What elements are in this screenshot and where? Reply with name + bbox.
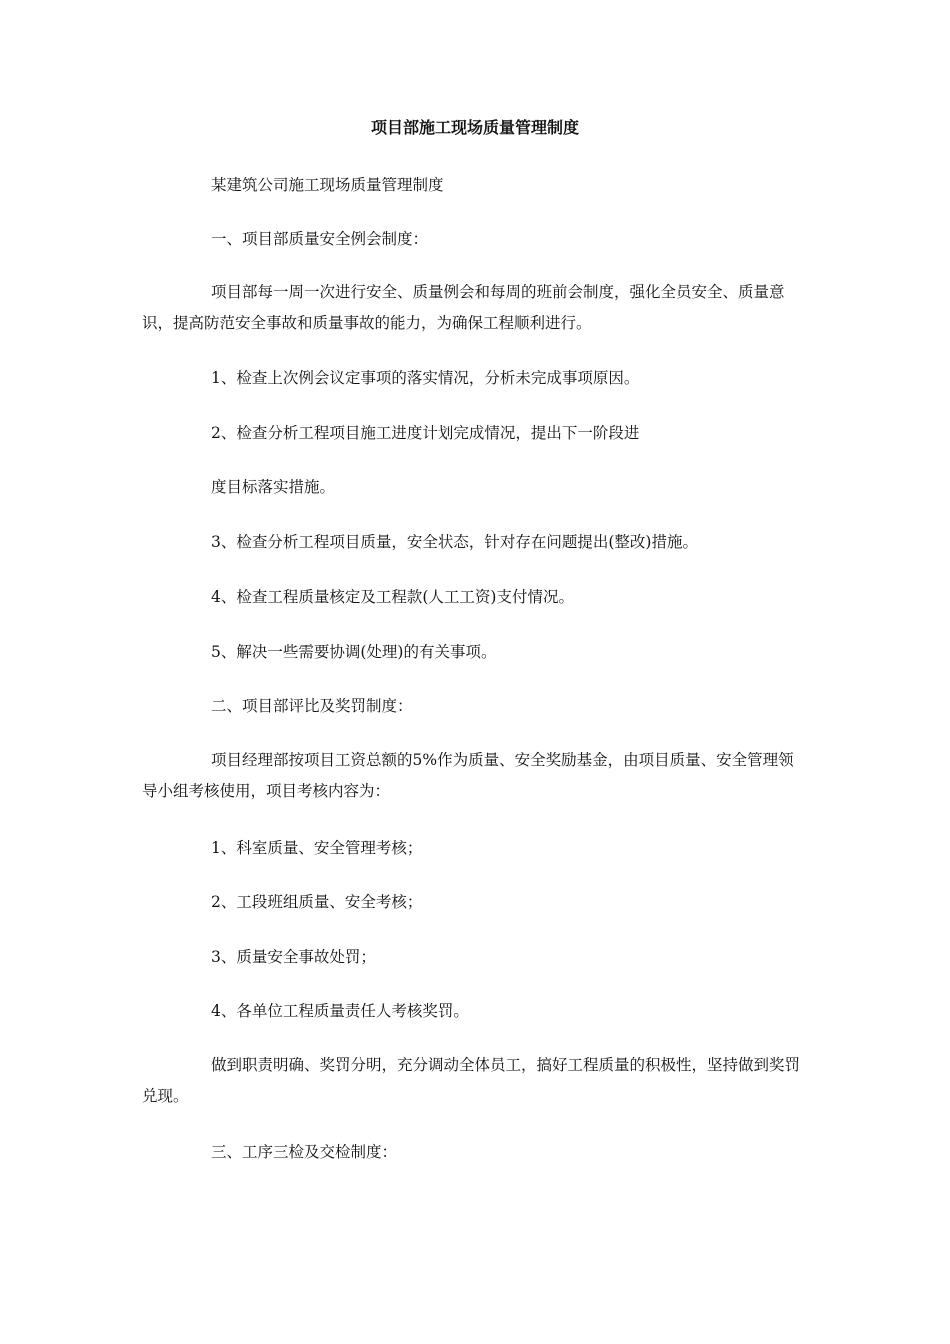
list-item-reward-1: 1、科室质量、安全管理考核； <box>211 839 423 857</box>
list-item-meeting-2: 2、检查分析工程项目施工进度计划完成情况，提出下一阶段进 <box>211 424 640 442</box>
list-item-reward-4: 4、各单位工程质量责任人考核奖罚。 <box>211 1002 469 1020</box>
list-item-reward-3: 3、质量安全事故处罚； <box>211 948 376 966</box>
list-item-reward-2: 2、工段班组质量、安全考核； <box>211 893 423 911</box>
section-heading-3: 三、工序三检及交检制度： <box>211 1143 398 1161</box>
list-item-meeting-5: 5、解决一些需要协调(处理)的有关事项。 <box>211 643 497 661</box>
list-item-meeting-1: 1、检查上次例会议定事项的落实情况，分析未完成事项原因。 <box>211 369 640 387</box>
list-item-meeting-4: 4、检查工程质量核定及工程款(人工工资)支付情况。 <box>211 588 574 606</box>
section-heading-1: 一、项目部质量安全例会制度： <box>211 230 429 248</box>
section-heading-2: 二、项目部评比及奖罚制度： <box>211 697 413 715</box>
list-item-meeting-3: 3、检查分析工程项目质量，安全状态，针对存在问题提出(整改)措施。 <box>211 533 698 551</box>
paragraph-meeting-intro: 项目部每一周一次进行安全、质量例会和每周的班前会制度，强化全员安全、质量意识，提高防范安全事故和质量事故的能力，为确保工程顺利进行。 <box>142 283 785 332</box>
paragraph-company-heading: 某建筑公司施工现场质量管理制度 <box>211 176 444 194</box>
paragraph-reward-summary: 做到职责明确、奖罚分明，充分调动全体员工，搞好工程质量的积极性，坚持做到奖罚兑现。 <box>142 1056 801 1105</box>
list-item-meeting-2-continued: 度目标落实措施。 <box>211 478 336 496</box>
paragraph-reward-intro: 项目经理部按项目工资总额的5%作为质量、安全奖励基金，由项目质量、安全管理领导小组考核使用，项目考核内容为： <box>142 751 794 800</box>
document-title: 项目部施工现场质量管理制度 <box>370 118 579 137</box>
